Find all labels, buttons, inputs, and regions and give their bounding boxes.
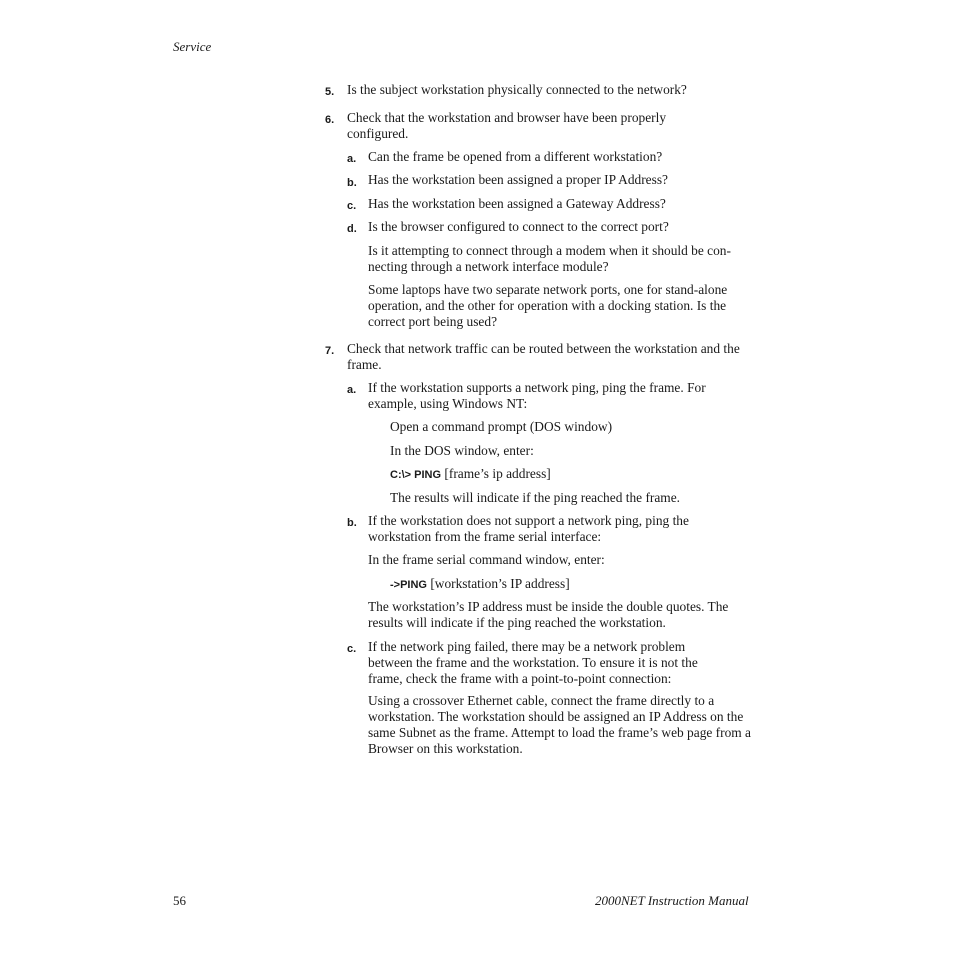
step-7a-text: If the workstation supports a network ping, ping the frame. For example, using Windows NT: [368,380,706,411]
step-7c-text: If the network ping failed, there may be a network problem between the frame and the workstation. To ensure it is not the frame, check the frame with a point-to-point connection: [368,639,698,686]
step-7a-command-argument: [frame’s ip address] [441,466,551,481]
step-7b-command-argument: [workstation’s IP address] [426,576,570,591]
step-7-text: Check that network traffic can be routed between the workstation and the frame. [347,341,740,372]
step-7b-paragraph-1: In the frame serial command window, enter: [368,552,605,567]
step-5-number: 5. [325,86,335,98]
step-6a-letter: a. [347,153,357,165]
step-6b-text: Has the workstation been assigned a proper IP Address? [368,172,668,187]
step-7b-command-line [390,576,760,593]
step-6b-letter: b. [347,177,357,189]
step-7a-instruction-2: In the DOS window, enter: [390,443,534,458]
step-7b-text: If the workstation does not support a network ping, ping the workstation from the frame serial interface: [368,513,689,544]
step-7b-command: ->PING [390,579,427,591]
step-6-number: 6. [325,114,335,126]
step-7b-paragraph-2: The workstation’s IP address must be inside the double quotes. The results will indicate if the ping reached the workstation. [368,599,729,630]
step-6d-letter: d. [347,223,357,235]
step-6a-text: Can the frame be opened from a different workstation? [368,149,663,164]
manual-title: 2000NET Instruction Manual [595,893,749,908]
step-6-text: Check that the workstation and browser have been properly configured. [347,110,667,141]
step-7a-command-line [390,466,760,483]
step-7c-letter: c. [347,643,357,655]
step-6c-letter: c. [347,200,357,212]
step-7a-instruction-3: The results will indicate if the ping reached the frame. [390,490,681,505]
step-6c-text: Has the workstation been assigned a Gateway Address? [368,196,666,211]
page-number: 56 [173,893,186,908]
step-7-number: 7. [325,345,335,357]
step-7a-instruction-1: Open a command prompt (DOS window) [390,419,613,434]
step-7a-letter: a. [347,384,357,396]
step-6d-paragraph-2: Some laptops have two separate network ports, one for stand-alone operation, and the other for operation with a docking station. Is the correct port being used? [368,282,728,329]
step-6d-text: Is the browser configured to connect to the correct port? [368,219,669,234]
step-7b-letter: b. [347,517,357,529]
step-5-text: Is the subject workstation physically connected to the network? [347,82,687,97]
step-6d-paragraph-1: Is it attempting to connect through a modem when it should be con-necting through a network interface module? [368,243,731,274]
step-7c-paragraph-1: Using a crossover Ethernet cable, connect the frame directly to a workstation. The workstation should be assigned an IP Address on the same Subnet as the frame. Attempt to load the frame’s web page from a Browser on this workstation. [368,693,751,756]
running-header: Service [173,39,212,54]
step-7a-command: C:\> PING [390,469,442,481]
